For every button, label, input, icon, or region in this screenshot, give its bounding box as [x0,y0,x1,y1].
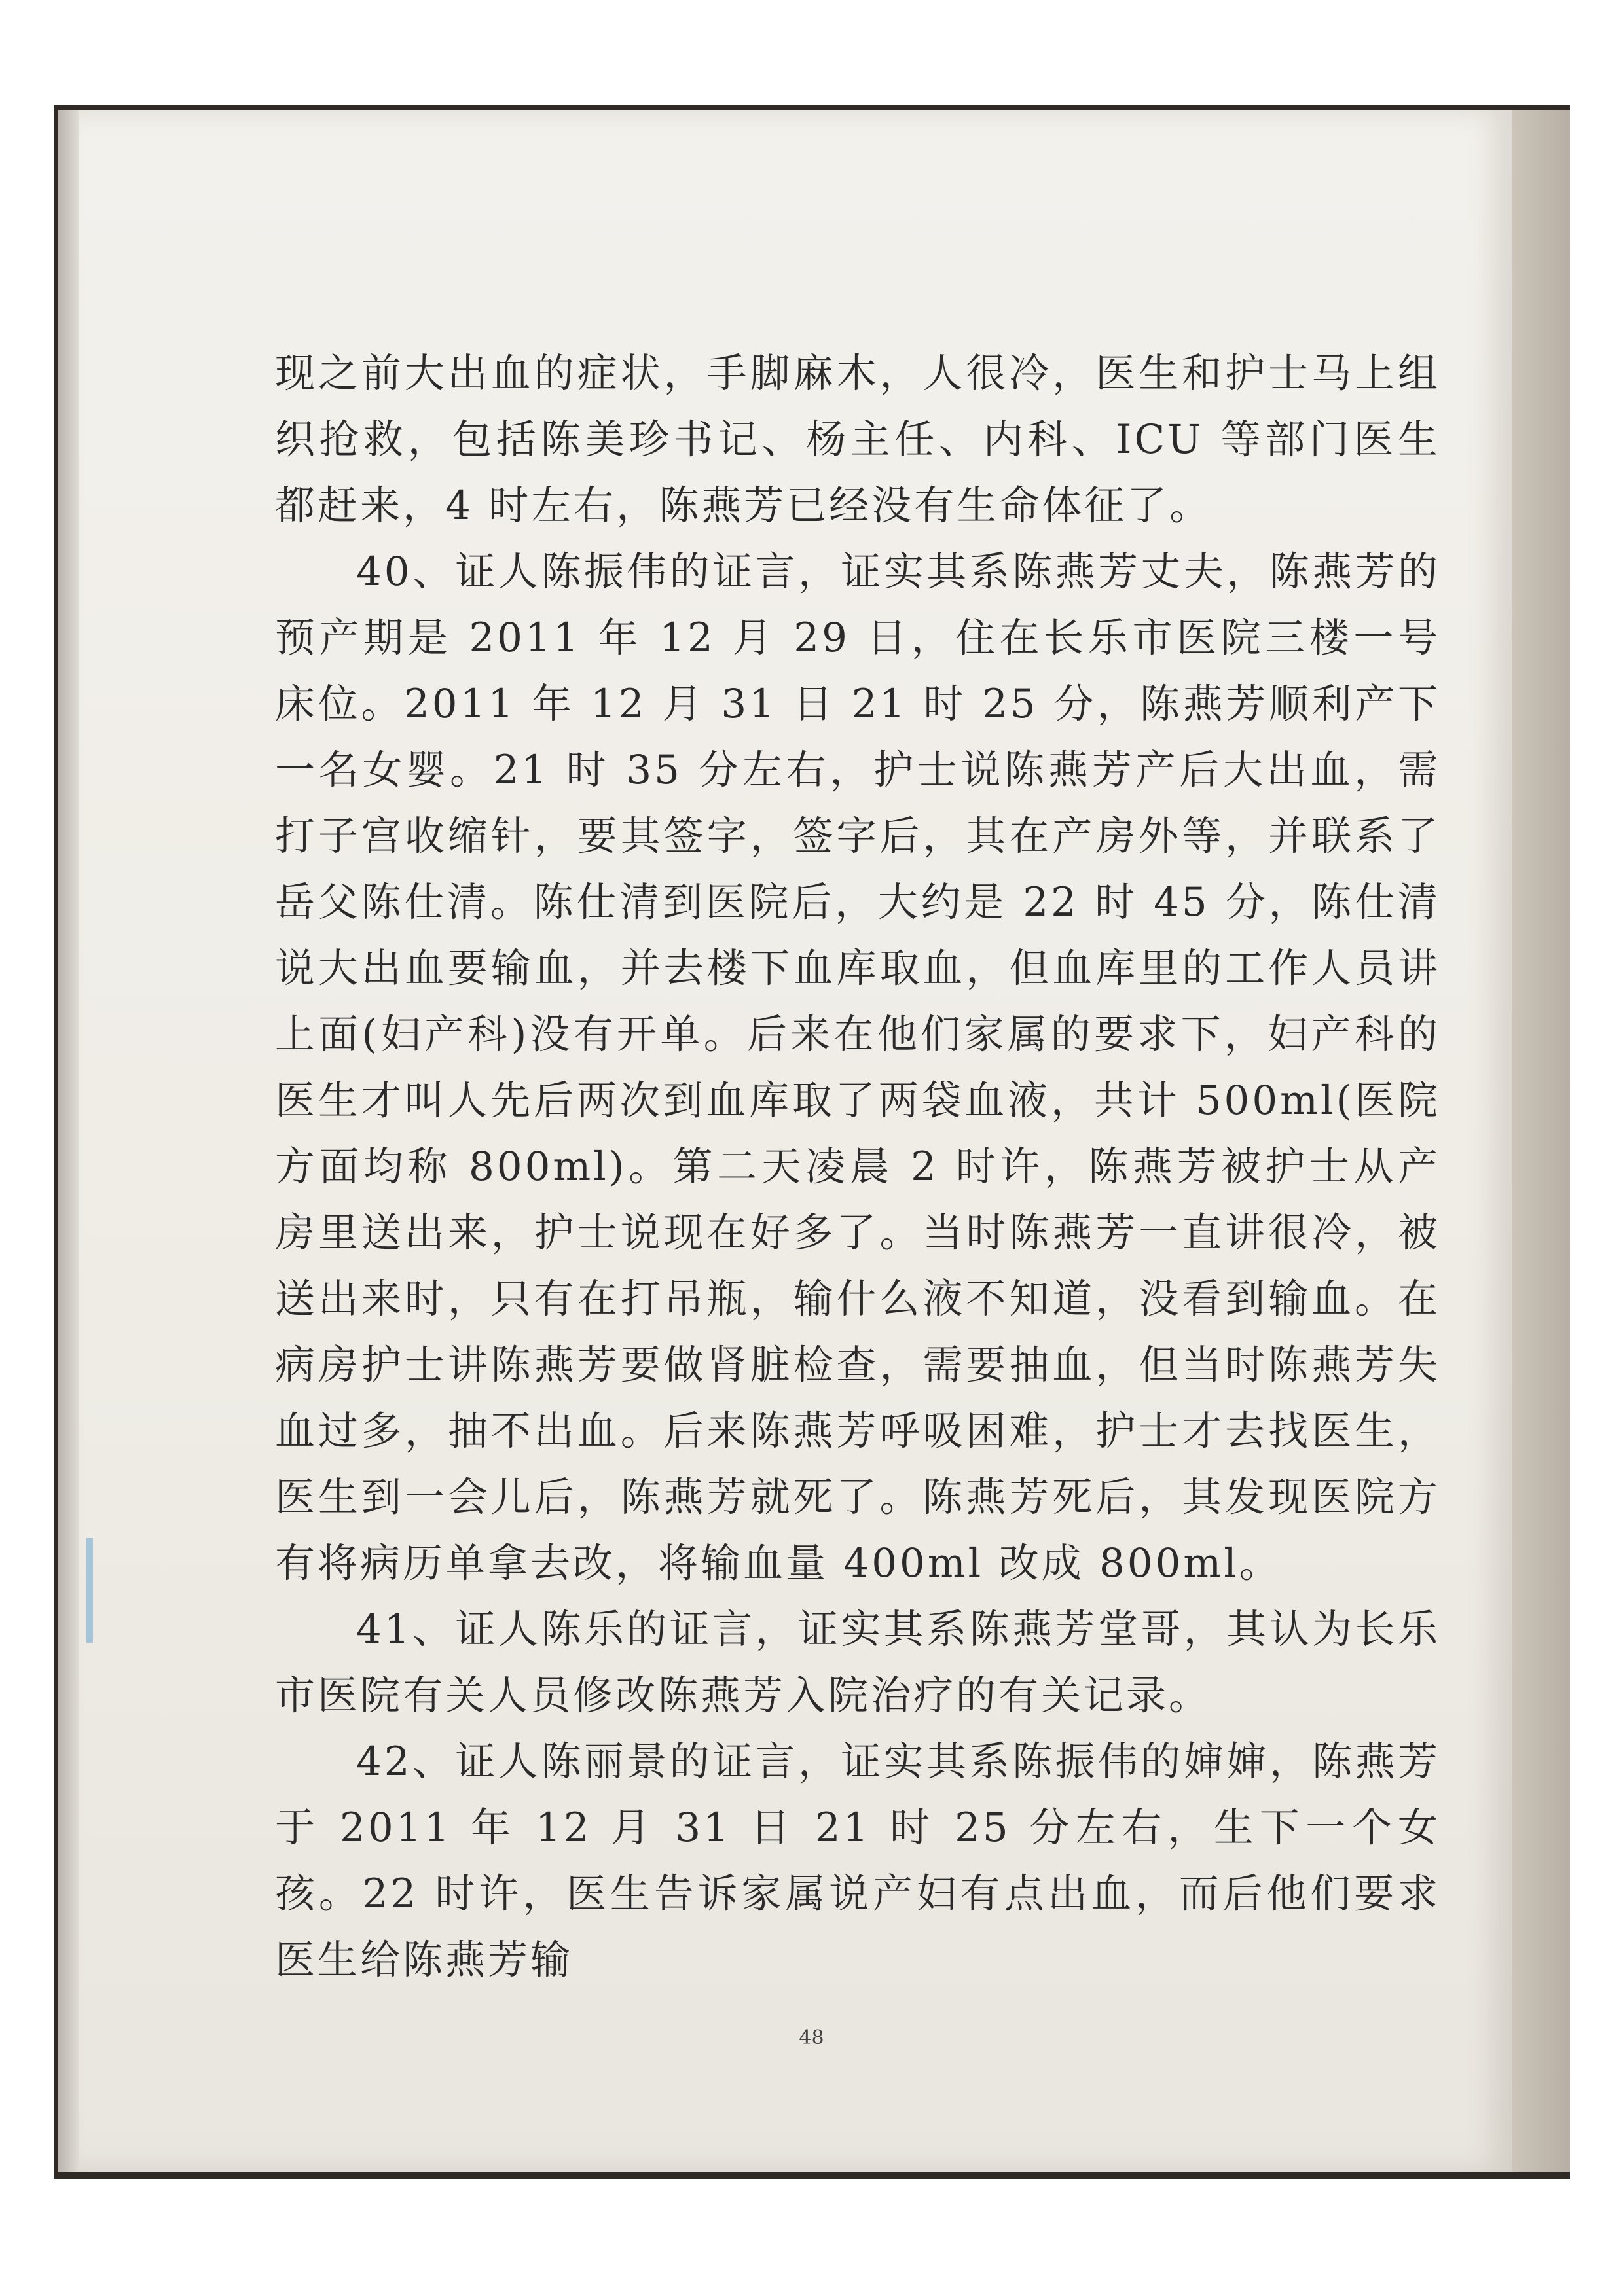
page-number: 48 [799,2026,824,2049]
paragraph-continued: 现之前大出血的症状，手脚麻木，人很冷，医生和护士马上组织抢救，包括陈美珍书记、杨主任、内科、ICU 等部门医生都赶来，4 时左右，陈燕芳已经没有生命体征了。 [275,350,1440,529]
paragraph-41: 41、证人陈乐的证言，证实其系陈燕芳堂哥，其认为长乐市医院有关人员修改陈燕芳入院治疗的有关记录。 [275,1606,1440,1719]
document-body [275,340,1440,1993]
paragraph-42: 42、证人陈丽景的证言，证实其系陈振伟的婶婶，陈燕芳于 2011 年 12 月 31 日 21 时 25 分左右，生下一个女孩。22 时许，医生告诉家属说产妇有点出血，而后他们要求医生给陈燕芳输 [275,1738,1440,1983]
paragraph-40: 40、证人陈振伟的证言，证实其系陈燕芳丈夫，陈燕芳的预产期是 2011 年 12 月 29 日，住在长乐市医院三楼一号床位。2011 年 12 月 31 日 21 时 25 分，陈燕芳顺利产下一名女婴。21 时 35 分左右，护士说陈燕芳产后大出血，需打子宫收缩针，要其签字，签字后，其在产房外等，并联系了岳父陈仕清。陈仕清到医院后，大约是 22 时 45 分，陈仕清说大出血要输血，并去楼下血库取血，但血库里的工作人员讲上面(妇产科)没有开单。后来在他们家属的要求下，妇产科的医生才叫人先后两次到血库取了两袋血液，共计 500ml(医院方面均称 800ml)。第二天凌晨 2 时许，陈燕芳被护士从产房里送出来，护士说现在好多了。当时陈燕芳一直讲很冷，被送出来时，只有在打吊瓶，输什么液不知道，没看到输血。在病房护士讲陈燕芳要做肾脏检查，需要抽血，但当时陈燕芳失血过多，抽不出血。后来陈燕芳呼吸困难，护士才去找医生，医生到一会儿后，陈燕芳就死了。陈燕芳死后，其发现医院方有将病历单拿去改，将输血量 400ml 改成 800ml。 [275,548,1440,1587]
page-tab-marker [86,1538,93,1643]
